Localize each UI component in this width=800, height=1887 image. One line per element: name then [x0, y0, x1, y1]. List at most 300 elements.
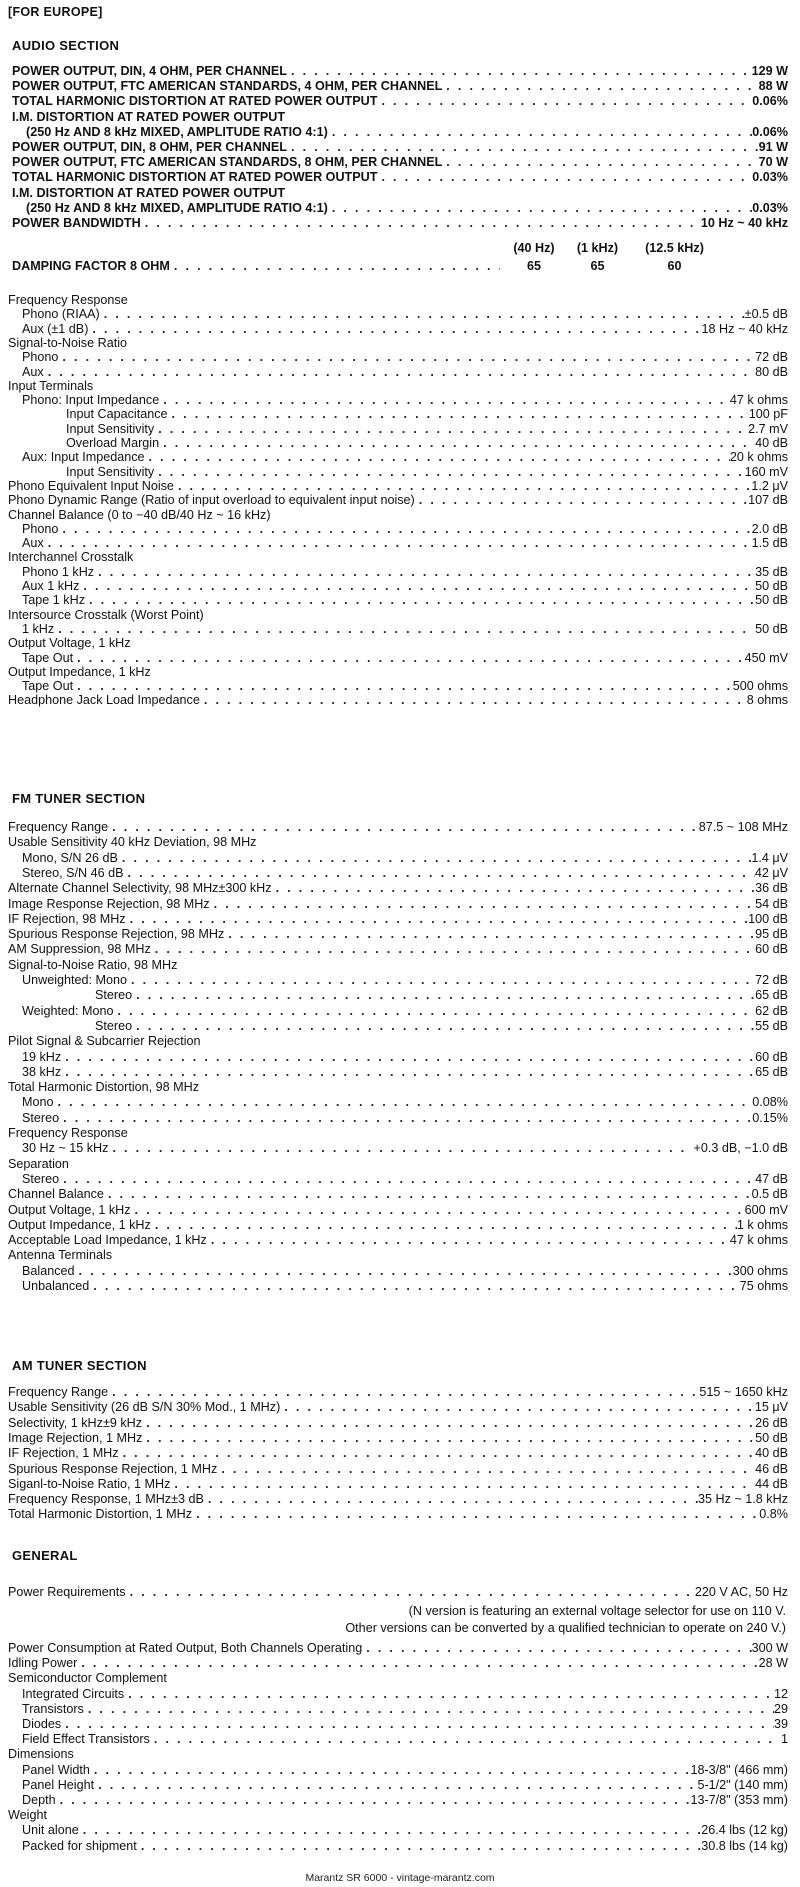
spec-label: Image Response Rejection, 98 MHz [8, 896, 210, 911]
leader-dots [132, 1018, 755, 1035]
spec-label: Spurious Response Rejection, 1 MHz [8, 1461, 218, 1476]
leader-dots [137, 1838, 701, 1855]
spec-label: Frequency Response [8, 293, 128, 307]
spec-label: Separation [8, 1156, 69, 1171]
leader-dots [224, 926, 755, 943]
spec-label: Antenna Terminals [8, 1248, 113, 1263]
spec-value: 13-7/8" (353 mm) [690, 1793, 788, 1807]
spec-value: 26 dB [755, 1415, 788, 1430]
spec-label: Idling Power [8, 1656, 78, 1671]
leader-dots [328, 200, 752, 217]
spec-label: Mono, S/N 26 dB [22, 850, 118, 865]
spec-row [0, 926, 800, 943]
spec-label: Input Terminals [8, 378, 94, 393]
spec-row [0, 1156, 800, 1173]
spec-label: Unit alone [22, 1823, 79, 1838]
spec-label: Weighted: Mono [22, 1003, 114, 1018]
spec-value: 2.0 dB [751, 521, 788, 536]
spec-label: Aux [22, 536, 44, 551]
spec-row [0, 1491, 800, 1508]
leader-dots [84, 1701, 774, 1718]
spec-value: 160 mV [744, 464, 788, 479]
spec-row [0, 109, 800, 126]
spec-value: 0.08% [752, 1095, 788, 1110]
leader-dots [204, 1491, 698, 1508]
spec-label: Frequency Response, 1 MHz±3 dB [8, 1492, 204, 1507]
spec-row [0, 896, 800, 913]
spec-label: 19 kHz [22, 1049, 62, 1064]
spec-label: (250 Hz AND 8 kHz MIXED, AMPLITUDE RATIO 4:1) [26, 200, 328, 215]
spec-label: Output Voltage, 1 kHz [8, 1202, 131, 1217]
spec-value: 26.4 lbs (12 kg) [701, 1823, 788, 1838]
spec-label: Alternate Channel Selectivity, 98 MHz±300 kHz [8, 881, 272, 896]
leader-dots [150, 1731, 781, 1748]
spec-row [0, 1399, 800, 1416]
spec-value: 129 W [751, 64, 788, 78]
spec-value: 0.06% [752, 94, 788, 109]
spec-value: 72 dB [755, 350, 788, 365]
spec-value: 44 dB [755, 1476, 788, 1491]
spec-label: Channel Balance [8, 1187, 104, 1202]
spec-row [0, 139, 800, 156]
spec-label: Stereo [95, 1018, 133, 1033]
spec-row [0, 1049, 800, 1066]
spec-row [0, 1461, 800, 1478]
leader-dots [151, 941, 755, 958]
leader-dots [94, 1777, 697, 1794]
spec-label: Total Harmonic Distortion, 98 MHz [8, 1080, 200, 1095]
spec-label: I.M. DISTORTION AT RATED POWER OUTPUT [12, 185, 286, 200]
spec-value: 47 k ohms [729, 393, 788, 408]
spec-row [0, 124, 800, 141]
spec-label: Usable Sensitivity (26 dB S/N 30% Mod., 1 MHz) [8, 1400, 281, 1415]
spec-row [0, 1263, 800, 1280]
leader-dots [77, 1655, 758, 1672]
leader-dots [61, 1716, 774, 1733]
spec-value: 50 dB [755, 1430, 788, 1445]
spec-label: Aux 1 kHz [22, 579, 80, 593]
spec-row [0, 1247, 800, 1264]
spec-value: 0.06% [752, 124, 788, 139]
spec-label: Depth [22, 1793, 56, 1807]
spec-row [0, 1655, 800, 1672]
spec-value: 500 ohms [732, 679, 788, 694]
spec-value: 50 dB [755, 579, 788, 593]
spec-label: Stereo [22, 1171, 60, 1186]
leader-dots [104, 1186, 752, 1203]
spec-label: Phono: Input Impedance [22, 393, 160, 408]
spec-label: Phono [22, 521, 59, 536]
spec-value: 18-3/8" (466 mm) [690, 1762, 788, 1777]
spec-label: Input Sensitivity [66, 421, 155, 436]
spec-value: 5-1/2" (140 mm) [697, 1777, 788, 1792]
spec-row [0, 1217, 800, 1234]
spec-label: Output Impedance, 1 kHz [8, 664, 151, 679]
spec-label: AM Suppression, 98 MHz [8, 942, 151, 957]
damping-freq-3: (12.5 kHz) [645, 241, 704, 255]
leader-dots [442, 78, 758, 95]
spec-row [0, 834, 800, 851]
damping-values [505, 258, 717, 275]
spec-label: Frequency Range [8, 1385, 109, 1399]
spec-row [0, 78, 800, 95]
spec-label: Total Harmonic Distortion, 1 MHz [8, 1507, 193, 1522]
spec-value: 60 dB [755, 1049, 788, 1064]
spec-value: 450 mV [744, 650, 788, 665]
spec-row [0, 1140, 800, 1157]
voltage-note-line-1: (N version is featuring an external voltage selector for use on 110 V. [408, 1604, 786, 1618]
spec-row [0, 63, 800, 80]
spec-value: 0.15% [752, 1110, 788, 1125]
spec-label: Unbalanced [22, 1279, 90, 1293]
spec-value: 88 W [758, 79, 788, 94]
spec-row [0, 185, 800, 202]
spec-row [0, 1838, 800, 1855]
spec-value: 300 W [751, 1641, 788, 1655]
leader-dots [131, 1202, 745, 1219]
spec-value: 50 dB [755, 593, 788, 608]
leader-dots [272, 880, 756, 897]
spec-value: 28 W [758, 1656, 788, 1671]
damping-value-2: 65 [590, 259, 605, 273]
spec-value: 62 dB [755, 1003, 788, 1018]
spec-row [0, 1064, 800, 1081]
spec-row [0, 215, 800, 232]
spec-value: 55 dB [755, 1018, 788, 1033]
spec-label: Headphone Jack Load Impedance [8, 693, 200, 708]
spec-value: 72 dB [755, 973, 788, 987]
spec-row [0, 692, 800, 709]
leader-dots [192, 1506, 759, 1523]
spec-label: 30 Hz ~ 15 kHz [22, 1141, 109, 1156]
spec-row [0, 154, 800, 171]
leader-dots [328, 124, 752, 141]
spec-value: 8 ohms [746, 693, 788, 708]
spec-row [0, 850, 800, 867]
spec-label: Aux: Input Impedance [22, 450, 145, 465]
spec-row [0, 1762, 800, 1779]
leader-dots [124, 1686, 774, 1703]
spec-row [0, 1716, 800, 1733]
spec-row [0, 200, 800, 217]
spec-label: Weight [8, 1808, 47, 1823]
voltage-note-line-2: Other versions can be converted by a qualified technician to operate on 240 V.) [345, 1621, 786, 1635]
spec-value: 47 dB [755, 1171, 788, 1186]
spec-label: Frequency Range [8, 820, 109, 834]
spec-value: 95 dB [755, 927, 788, 942]
spec-value: 1.4 μV [751, 850, 788, 865]
spec-row [0, 1384, 800, 1401]
spec-label: Input Sensitivity [66, 464, 155, 479]
leader-dots [377, 169, 752, 186]
spec-value: 40 dB [755, 436, 788, 450]
leader-dots [287, 63, 752, 80]
leader-dots [170, 1476, 755, 1493]
power-requirements-row [0, 1584, 800, 1601]
leader-dots [108, 1384, 699, 1401]
spec-row [0, 1278, 800, 1295]
audio-section-title: AUDIO SECTION [12, 38, 120, 53]
spec-value: 60 dB [755, 942, 788, 957]
spec-value: 30.8 lbs (14 kg) [701, 1838, 788, 1853]
damping-freq-2: (1 kHz) [576, 241, 619, 255]
spec-value: 15 μV [754, 1400, 788, 1415]
spec-value: 107 dB [748, 493, 788, 508]
spec-label: Power Requirements [8, 1585, 126, 1599]
spec-label: Diodes [22, 1717, 62, 1731]
spec-row [0, 1701, 800, 1718]
leader-dots [126, 911, 748, 928]
spec-label: POWER OUTPUT, DIN, 4 OHM, PER CHANNEL [12, 64, 287, 78]
spec-value: 35 dB [755, 564, 788, 579]
leader-dots [142, 1430, 755, 1447]
leader-dots [61, 1049, 755, 1066]
spec-row [0, 1445, 800, 1462]
spec-row [0, 1125, 800, 1142]
spec-label: Tape Out [22, 650, 74, 665]
spec-row [0, 169, 800, 186]
spec-label: Packed for shipment [22, 1838, 137, 1853]
damping-value-3: 60 [667, 259, 682, 273]
spec-label: Output Voltage, 1 kHz [8, 636, 131, 651]
spec-label: Intersource Crosstalk (Worst Point) [8, 607, 204, 622]
spec-label: Semiconductor Complement [8, 1671, 167, 1686]
spec-row [0, 1018, 800, 1035]
spec-value: 10 Hz ~ 40 kHz [700, 216, 788, 230]
damping-freq-headers [505, 240, 717, 257]
spec-label: Signal-to-Noise Ratio [8, 335, 127, 350]
spec-label: Interchannel Crosstalk [8, 550, 134, 565]
spec-value: 0.03% [752, 200, 788, 215]
spec-row [0, 1430, 800, 1447]
spec-label: Siganl-to-Noise Ratio, 1 MHz [8, 1476, 171, 1491]
spec-row [0, 819, 800, 836]
leader-dots [141, 215, 701, 232]
spec-label: TOTAL HARMONIC DISTORTION AT RATED POWER OUTPUT [12, 94, 378, 109]
spec-value: 40 dB [755, 1446, 788, 1461]
leader-dots [210, 896, 755, 913]
spec-label: Output Impedance, 1 kHz [8, 1217, 151, 1232]
footer-credit: Marantz SR 6000 - vintage-marantz.com [305, 1872, 495, 1884]
spec-label: Power Consumption at Rated Output, Both Channels Operating [8, 1641, 363, 1655]
spec-value: 87.5 ~ 108 MHz [698, 820, 788, 834]
spec-value: 515 ~ 1650 kHz [699, 1385, 788, 1399]
spec-label: Aux [22, 364, 44, 379]
spec-value: 1 k ohms [736, 1217, 788, 1232]
spec-label: Signal-to-Noise Ratio, 98 MHz [8, 957, 178, 972]
spec-value: 100 pF [748, 407, 788, 422]
spec-value: 0.03% [752, 170, 788, 185]
leader-dots [124, 865, 755, 882]
spec-label: Transistors [22, 1701, 84, 1716]
spec-label: 38 kHz [22, 1064, 62, 1079]
leader-dots [119, 1445, 756, 1462]
spec-value: 220 V AC, 50 Hz [694, 1585, 788, 1599]
leader-dots [126, 1584, 695, 1601]
spec-label: IF Rejection, 1 MHz [8, 1446, 119, 1461]
spec-value: 35 Hz ~ 1.8 kHz [698, 1492, 788, 1507]
spec-value: 600 mV [744, 1202, 788, 1217]
spec-row [0, 1640, 800, 1657]
spec-value: 75 ohms [739, 1279, 788, 1293]
spec-label: Aux (±1 dB) [22, 321, 89, 336]
spec-value: 0.5 dB [751, 1187, 788, 1202]
spec-row [0, 1746, 800, 1763]
spec-label: Phono 1 kHz [22, 564, 95, 579]
spec-value: 1 [780, 1732, 788, 1747]
spec-row [0, 941, 800, 958]
leader-dots [118, 850, 751, 867]
spec-label: Panel Width [22, 1762, 90, 1777]
spec-row [0, 1506, 800, 1523]
spec-row [0, 1171, 800, 1188]
leader-dots [287, 139, 759, 156]
spec-label: Stereo, S/N 46 dB [22, 865, 124, 880]
leader-dots [75, 1263, 733, 1280]
leader-dots [280, 1399, 755, 1416]
spec-row [0, 987, 800, 1004]
spec-label: I.M. DISTORTION AT RATED POWER OUTPUT [12, 109, 286, 124]
leader-dots [108, 1140, 693, 1157]
spec-row [0, 1686, 800, 1703]
spec-label: Mono [22, 1095, 54, 1110]
spec-label: Image Rejection, 1 MHz [8, 1430, 143, 1445]
spec-label: Phono Equivalent Input Noise [8, 478, 174, 493]
leader-dots [151, 1217, 737, 1234]
spec-row [0, 93, 800, 110]
am-section-title: AM TUNER SECTION [12, 1358, 147, 1373]
spec-label: Overload Margin [66, 436, 160, 450]
spec-label: POWER OUTPUT, FTC AMERICAN STANDARDS, 8 OHM, PER CHANNEL [12, 155, 443, 170]
leader-dots [54, 1094, 753, 1111]
leader-dots [79, 1822, 701, 1839]
spec-value: 1.2 μV [751, 478, 788, 493]
spec-row [0, 1777, 800, 1794]
leader-dots [61, 1064, 755, 1081]
spec-value: 0.8% [759, 1507, 788, 1522]
spec-label: Integrated Circuits [22, 1686, 125, 1701]
spec-label: Phono [22, 350, 59, 365]
spec-row [0, 972, 800, 989]
spec-value: 100 dB [748, 911, 788, 926]
region-header: [FOR EUROPE] [8, 5, 103, 19]
spec-value: +0.3 dB, −1.0 dB [693, 1141, 788, 1156]
leader-dots [127, 972, 755, 989]
spec-label: Pilot Signal & Subcarrier Rejection [8, 1034, 201, 1049]
damping-value-1: 65 [526, 259, 541, 273]
spec-row [0, 1670, 800, 1687]
damping-label: DAMPING FACTOR 8 OHM [12, 259, 170, 273]
spec-label: POWER OUTPUT, DIN, 8 OHM, PER CHANNEL [12, 140, 287, 154]
leader-dots [59, 1110, 752, 1127]
spec-row [0, 957, 800, 974]
spec-label: Dimensions [8, 1747, 74, 1762]
spec-row [0, 1003, 800, 1020]
leader-dots [108, 819, 699, 836]
spec-value: ±0.5 dB [744, 307, 788, 322]
leader-dots [217, 1461, 755, 1478]
general-section-title: GENERAL [12, 1548, 78, 1563]
spec-label: IF Rejection, 98 MHz [8, 911, 126, 926]
spec-row [0, 1033, 800, 1050]
spec-label: Stereo [95, 988, 133, 1003]
leader-dots [377, 93, 752, 110]
leader-dots [200, 692, 747, 709]
spec-value: 1.5 dB [751, 536, 788, 551]
leader-dots [132, 987, 755, 1004]
spec-row [0, 1186, 800, 1203]
spec-row [0, 1822, 800, 1839]
spec-label: Acceptable Load Impedance, 1 kHz [8, 1233, 207, 1248]
spec-label: POWER BANDWIDTH [12, 216, 141, 230]
spec-row [0, 1232, 800, 1249]
spec-label: Selectivity, 1 kHz±9 kHz [8, 1415, 143, 1430]
spec-row [0, 880, 800, 897]
spec-label: (250 Hz AND 8 kHz MIXED, AMPLITUDE RATIO 4:1) [26, 124, 328, 139]
spec-value: 80 dB [755, 364, 788, 379]
spec-label: Tape Out [22, 679, 74, 694]
spec-label: Stereo [22, 1110, 60, 1125]
spec-value: 36 dB [755, 881, 788, 896]
spec-value: 12 [773, 1686, 788, 1701]
leader-dots [90, 1762, 691, 1779]
spec-value: 2.7 mV [748, 421, 788, 436]
leader-dots [207, 1232, 730, 1249]
spec-label: Usable Sensitivity 40 kHz Deviation, 98 MHz [8, 835, 257, 850]
spec-value: 47 k ohms [729, 1233, 788, 1248]
spec-row [0, 1415, 800, 1432]
leader-dots [113, 1003, 755, 1020]
spec-label: Panel Height [22, 1777, 95, 1792]
leader-dots [442, 154, 758, 171]
leader-dots [59, 1171, 755, 1188]
spec-row [0, 1110, 800, 1127]
spec-label: Phono (RIAA) [22, 307, 100, 322]
spec-label: TOTAL HARMONIC DISTORTION AT RATED POWER OUTPUT [12, 170, 378, 185]
fm-section-title: FM TUNER SECTION [12, 791, 146, 806]
spec-value: 65 dB [755, 1064, 788, 1079]
spec-value: 300 ohms [732, 1263, 788, 1278]
spec-value: 70 W [758, 155, 788, 170]
spec-row [0, 1079, 800, 1096]
spec-label: Balanced [22, 1263, 75, 1278]
leader-dots [142, 1415, 755, 1432]
spec-row [0, 865, 800, 882]
spec-row [0, 1792, 800, 1809]
spec-value: 50 dB [755, 621, 788, 636]
spec-row [0, 911, 800, 928]
spec-label: Tape 1 kHz [22, 593, 85, 608]
leader-dots [56, 1792, 691, 1809]
spec-row [0, 1807, 800, 1824]
spec-row [0, 1094, 800, 1111]
spec-row [0, 1476, 800, 1493]
spec-label: 1 kHz [22, 621, 55, 636]
spec-label: POWER OUTPUT, FTC AMERICAN STANDARDS, 4 OHM, PER CHANNEL [12, 79, 443, 94]
spec-row [0, 1731, 800, 1748]
spec-label: Input Capacitance [66, 407, 168, 422]
spec-label: Field Effect Transistors [22, 1732, 150, 1747]
spec-value: 54 dB [755, 896, 788, 911]
damping-freq-1: (40 Hz) [513, 241, 555, 255]
spec-value: 65 dB [755, 988, 788, 1003]
spec-row [0, 1202, 800, 1219]
spec-value: 46 dB [755, 1461, 788, 1476]
spec-label: Spurious Response Rejection, 98 MHz [8, 927, 225, 942]
spec-value: 39 [773, 1717, 788, 1731]
spec-label: Frequency Response [8, 1126, 128, 1140]
damping-factor-row [0, 258, 500, 275]
